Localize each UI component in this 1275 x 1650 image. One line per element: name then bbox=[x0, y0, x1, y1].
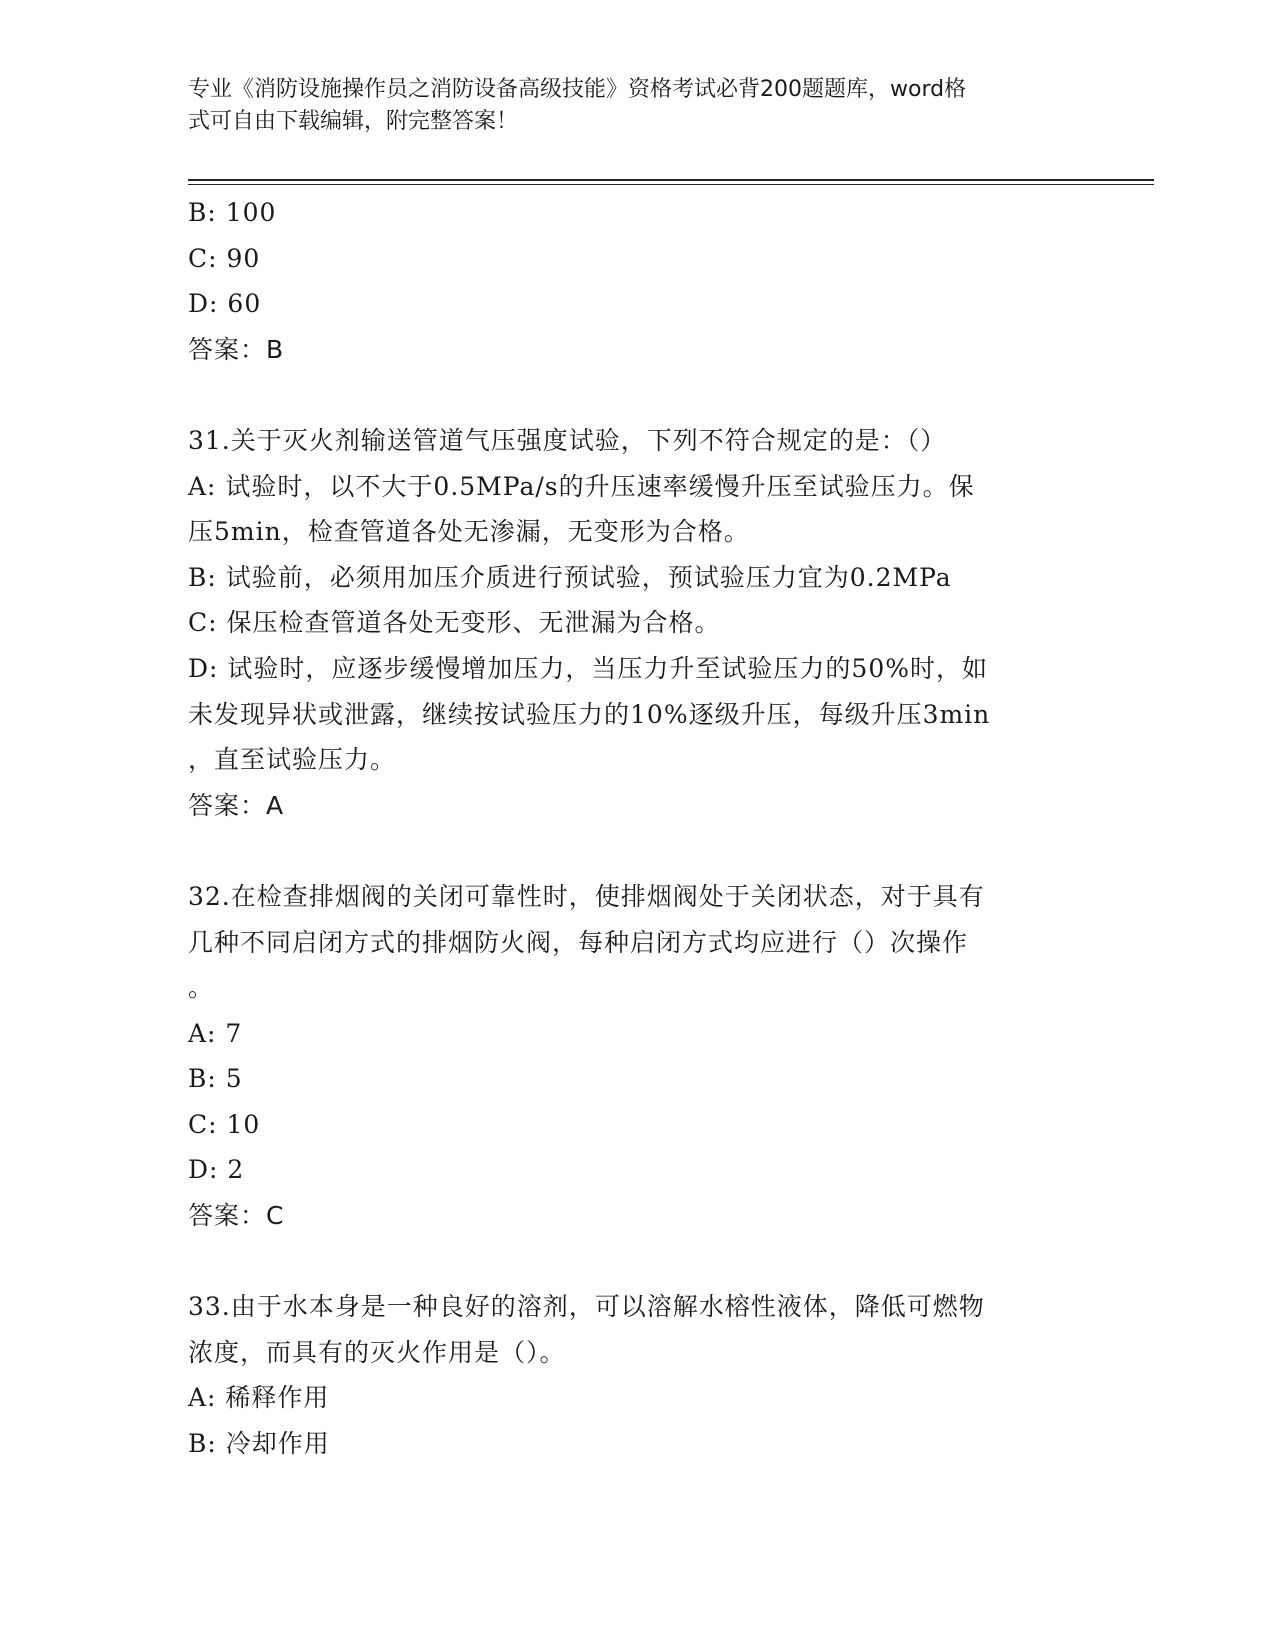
header-divider-thin bbox=[188, 184, 1154, 185]
document-header bbox=[188, 74, 1088, 138]
answer-value: C bbox=[266, 1201, 285, 1231]
option-line: B: 试验前，必须用加压介质进行预试验，预试验压力宜为0.2MPa bbox=[188, 562, 952, 592]
option-line: B: 冷却作用 bbox=[188, 1429, 330, 1459]
spacer bbox=[188, 828, 1088, 874]
header-divider-thick bbox=[188, 179, 1154, 181]
answer-label: 答案： bbox=[188, 334, 267, 364]
question-33 bbox=[188, 1284, 1088, 1466]
option-line: C: 保压检查管道各处无变形、无泄漏为合格。 bbox=[188, 608, 721, 638]
question-stem: 。 bbox=[188, 973, 215, 1003]
question-30-continuation bbox=[188, 190, 1088, 372]
option-line: D: 试验时，应逐步缓慢增加压力，当压力升至试验压力的50%时，如 bbox=[188, 653, 988, 683]
question-31 bbox=[188, 418, 1088, 828]
option-line: 未发现异状或泄露，继续按试验压力的10%逐级升压，每级升压3min bbox=[188, 699, 991, 729]
option-line: C: 90 bbox=[188, 243, 261, 273]
answer-value: A bbox=[266, 790, 285, 820]
option-line: 压5min，检查管道各处无渗漏，无变形为合格。 bbox=[188, 517, 750, 547]
option-line: B: 100 bbox=[188, 198, 277, 227]
answer-line bbox=[188, 1193, 1088, 1239]
question-stem: 几种不同启闭方式的排烟防火阀，每种启闭方式均应进行（）次操作 bbox=[188, 927, 969, 957]
option-line: C: 10 bbox=[188, 1109, 261, 1139]
answer-value: B bbox=[266, 334, 285, 364]
header-title-line-2: 式可自由下载编辑，附完整答案！ bbox=[188, 109, 519, 134]
option-line: D: 2 bbox=[188, 1155, 245, 1185]
option-line: ，直至试验压力。 bbox=[188, 745, 397, 775]
option-line: A: 7 bbox=[188, 1018, 243, 1048]
spacer bbox=[188, 1239, 1088, 1285]
answer-label: 答案： bbox=[188, 790, 267, 820]
question-stem: 33.由于水本身是一种良好的溶剂，可以溶解水榕性液体，降低可燃物 bbox=[188, 1292, 985, 1322]
question-stem: 31.关于灭火剂输送管道气压强度试验，下列不符合规定的是：（） bbox=[188, 425, 947, 455]
option-line: A: 试验时，以不大于0.5MPa/s的升压速率缓慢升压至试验压力。保 bbox=[188, 471, 975, 501]
header-title-line-1: 专业《消防设施操作员之消防设备高级技能》资格考试必背200题题库，word格 bbox=[188, 77, 967, 102]
document-body bbox=[188, 190, 1088, 1467]
option-line: D: 60 bbox=[188, 289, 262, 319]
spacer bbox=[188, 372, 1088, 418]
option-line: B: 5 bbox=[188, 1064, 243, 1094]
question-stem: 32.在检查排烟阀的关闭可靠性时，使排烟阀处于关闭状态，对于具有 bbox=[188, 881, 985, 911]
option-line: A: 稀释作用 bbox=[188, 1383, 330, 1413]
answer-line bbox=[188, 783, 1088, 829]
question-stem: 浓度，而具有的灭火作用是（）。 bbox=[188, 1337, 566, 1367]
question-32 bbox=[188, 874, 1088, 1239]
answer-label: 答案： bbox=[188, 1201, 267, 1231]
answer-line bbox=[188, 327, 1088, 373]
